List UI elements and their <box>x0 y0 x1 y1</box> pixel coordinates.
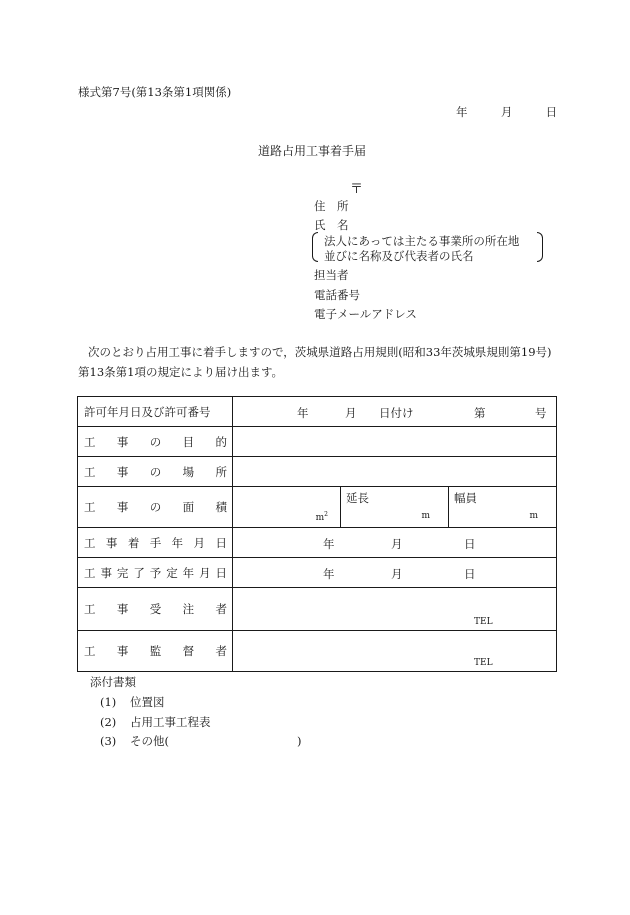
construction-details-table <box>77 396 557 672</box>
area-label <box>78 487 233 528</box>
label-char: 事 <box>116 644 129 658</box>
attachment-item <box>100 694 165 710</box>
label-char: 監 <box>149 644 162 658</box>
label-char: 予 <box>149 565 162 580</box>
label-char: 年 <box>171 535 184 550</box>
label-char: 月 <box>199 565 211 580</box>
label-char: 工 <box>84 535 96 550</box>
area-field[interactable] <box>233 487 341 528</box>
permit-row <box>78 397 557 427</box>
width-unit: m <box>529 511 538 521</box>
supervisor-row <box>78 631 557 672</box>
label-char: 日 <box>215 535 227 550</box>
permit-day-suffix: 日付け <box>379 406 414 420</box>
start-day: 日 <box>464 537 476 551</box>
start-month: 月 <box>391 537 403 551</box>
end-date-label <box>78 558 233 588</box>
supervisor-label <box>78 631 233 672</box>
purpose-label <box>78 427 233 457</box>
label-char: 月 <box>193 535 206 550</box>
label-char: 日 <box>215 565 227 580</box>
label-char: 事 <box>116 500 129 514</box>
label-char: 的 <box>215 434 227 449</box>
permit-year: 年 <box>297 406 309 420</box>
label-char: 所 <box>215 464 227 479</box>
purpose-field[interactable] <box>233 427 557 457</box>
label-char: 受 <box>149 602 162 616</box>
label-char: 工 <box>84 434 96 449</box>
contractor-tel: TEL <box>474 617 493 627</box>
attachment-item <box>100 714 211 730</box>
end-date-row <box>78 558 557 588</box>
length-unit: m <box>421 511 430 521</box>
submission-date[interactable] <box>456 104 557 120</box>
label-char: 注 <box>182 602 195 616</box>
corporate-note-line2: 並びに名称及び代表者の氏名 <box>324 249 474 263</box>
label-char: 目 <box>182 434 195 449</box>
name-label: 氏 名 <box>314 218 349 232</box>
date-day: 日 <box>545 105 558 119</box>
attachment-label: 占用工事工程表 <box>130 715 211 729</box>
area-row <box>78 487 557 528</box>
attachment-label: その他( <box>130 734 169 748</box>
contractor-field[interactable] <box>233 588 557 631</box>
label-char: 者 <box>215 602 227 616</box>
attachment-number: (3) <box>100 734 117 748</box>
left-bracket <box>312 232 318 262</box>
permit-no-suffix: 号 <box>535 406 547 420</box>
start-date-label <box>78 528 233 558</box>
person-in-charge-label: 担当者 <box>314 268 349 282</box>
width-field[interactable] <box>449 487 557 528</box>
postal-mark: 〒 <box>350 182 364 197</box>
length-field[interactable] <box>341 487 449 528</box>
document-title: 道路占用工事着手届 <box>258 144 367 158</box>
label-char: 工 <box>84 644 96 658</box>
label-char: 工 <box>84 602 96 616</box>
label-char: 着 <box>127 535 140 550</box>
attachment-close: ) <box>297 734 302 748</box>
date-year: 年 <box>456 105 468 119</box>
body-text: 次のとおり占用工事に着手しますので，茨城県道路占用規則(昭和33年茨城県規則第19号)第13条第1項の規定により届け出ます。 <box>78 345 552 379</box>
end-year: 年 <box>323 567 335 581</box>
label-char: 年 <box>182 565 195 580</box>
label-char: 了 <box>133 565 145 580</box>
end-day: 日 <box>464 567 476 581</box>
end-month: 月 <box>391 567 403 581</box>
label-char: 工 <box>84 565 96 580</box>
location-label <box>78 457 233 487</box>
label-char: 事 <box>116 434 129 449</box>
label-char: の <box>149 500 162 514</box>
area-unit: $m^2$ <box>315 511 328 523</box>
label-char: の <box>149 434 162 449</box>
label-char: 手 <box>149 535 162 550</box>
contractor-row <box>78 588 557 631</box>
label-char: 積 <box>215 500 227 514</box>
start-date-field[interactable] <box>233 528 557 558</box>
attachments-title: 添付書類 <box>90 675 136 689</box>
label-char: 事 <box>105 535 118 550</box>
label-char: 事 <box>116 602 129 616</box>
attachment-number: (2) <box>100 715 117 729</box>
address-label: 住 所 <box>314 199 349 213</box>
permit-label: 許可年月日及び許可番号 <box>78 397 233 427</box>
start-year: 年 <box>323 537 335 551</box>
right-bracket <box>537 232 543 262</box>
label-char: 工 <box>84 464 96 479</box>
width-label: 幅員 <box>454 491 477 505</box>
corporate-note <box>312 232 543 262</box>
label-char: 場 <box>182 464 195 479</box>
permit-month: 月 <box>345 406 357 420</box>
supervisor-field[interactable] <box>233 631 557 672</box>
form-number: 様式第7号(第13条第1項関係) <box>78 85 232 99</box>
date-month: 月 <box>500 105 513 119</box>
phone-label: 電話番号 <box>314 288 360 302</box>
corporate-note-line1: 法人にあっては主たる事業所の所在地 <box>324 234 520 248</box>
label-char: 面 <box>182 500 195 514</box>
contractor-label <box>78 588 233 631</box>
supervisor-tel: TEL <box>474 658 493 668</box>
label-char: 督 <box>182 644 195 658</box>
label-char: 定 <box>166 565 178 580</box>
label-char: 事 <box>116 464 129 479</box>
label-char: 完 <box>116 565 129 580</box>
email-label: 電子メールアドレス <box>314 307 417 321</box>
purpose-row <box>78 427 557 457</box>
start-date-row <box>78 528 557 558</box>
location-field[interactable] <box>233 457 557 487</box>
permit-field[interactable] <box>233 397 557 427</box>
length-label: 延長 <box>346 491 369 505</box>
permit-no-prefix: 第 <box>474 406 486 420</box>
label-char: 者 <box>215 644 227 658</box>
attachment-item <box>100 733 302 749</box>
attachment-number: (1) <box>100 695 117 709</box>
attachment-label: 位置図 <box>130 695 165 709</box>
end-date-field[interactable] <box>233 558 557 588</box>
location-row <box>78 457 557 487</box>
label-char: 事 <box>100 565 112 580</box>
label-char: の <box>149 464 162 479</box>
label-char: 工 <box>84 500 96 514</box>
